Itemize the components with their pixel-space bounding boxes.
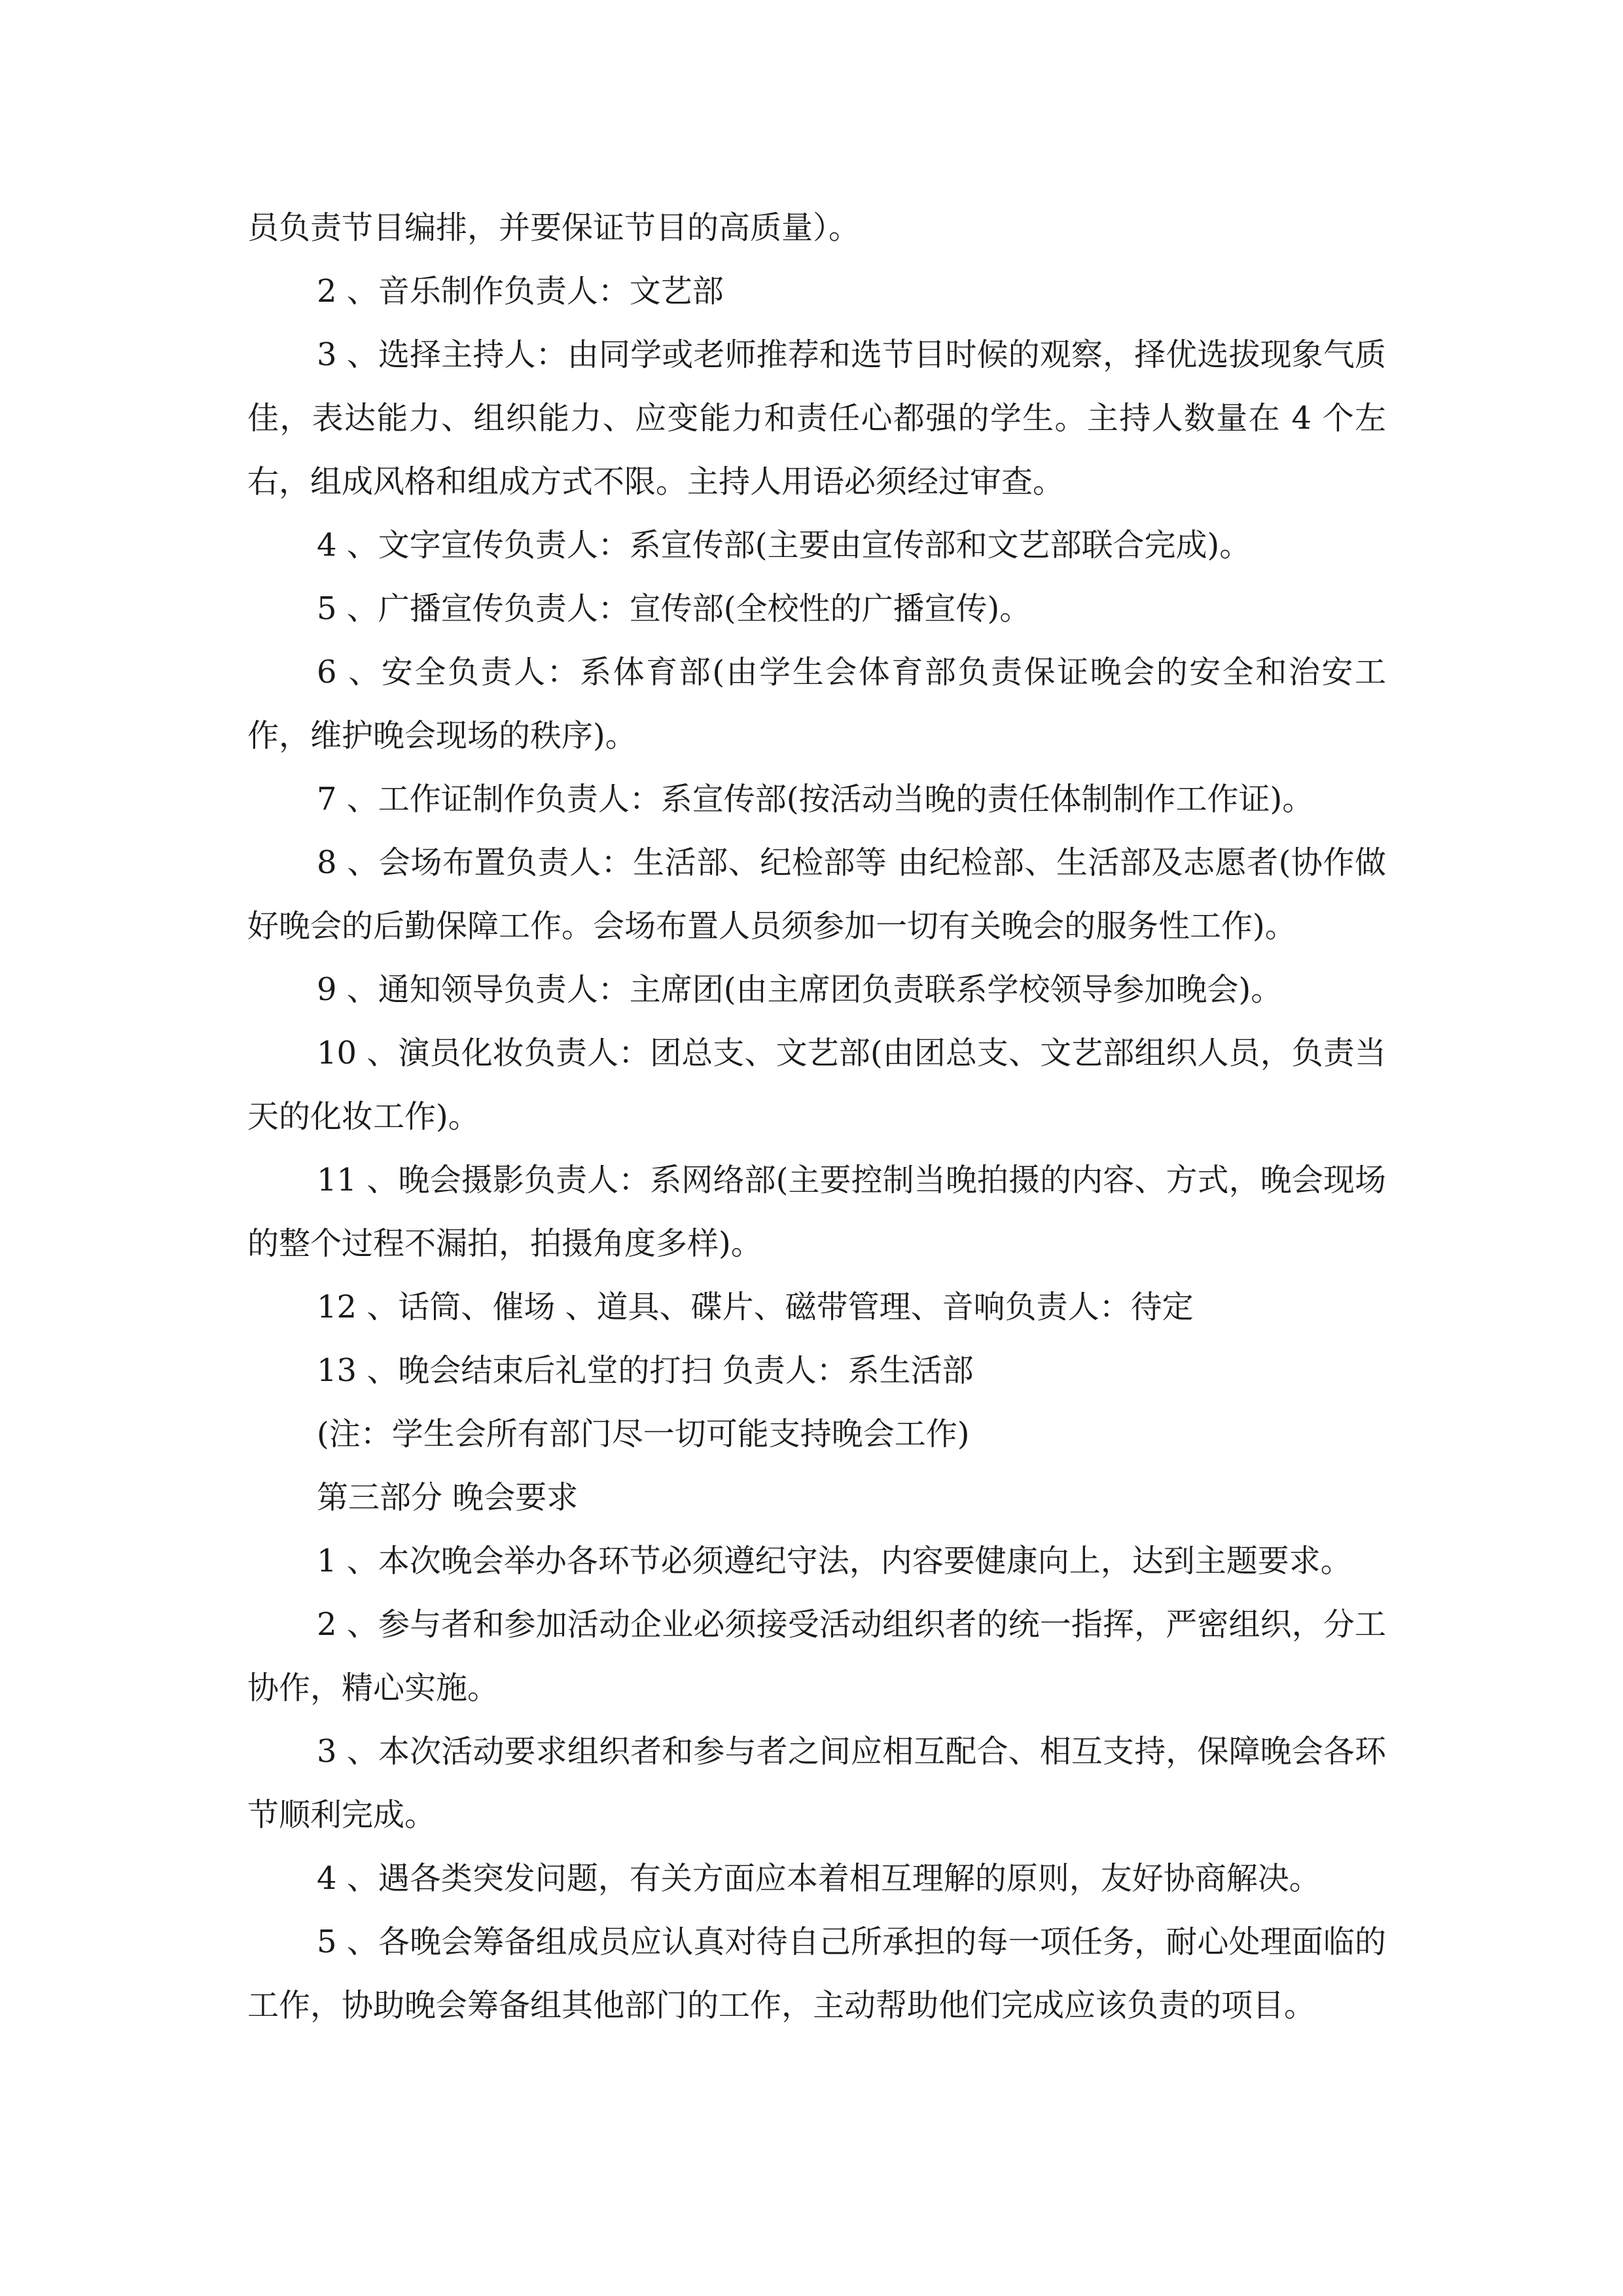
paragraph-item-7: 7 、工作证制作负责人：系宣传部(按活动当晚的责任体制制作工作证)。 <box>317 781 1314 817</box>
paragraph-item-11: 11 、晚会摄影负责人：系网络部(主要控制当晚拍摄的内容、方式，晚会现场的整个过程不漏拍，拍摄角度多样)。 <box>247 1162 1386 1262</box>
paragraph-item-10: 10 、演员化妆负责人：团总支、文艺部(由团总支、文艺部组织人员，负责当天的化妆工作)。 <box>247 1035 1386 1135</box>
paragraph-item-4: 4 、文字宣传负责人：系宣传部(主要由宣传部和文艺部联合完成)。 <box>317 527 1251 564</box>
requirement-item-3: 3 、本次活动要求组织者和参与者之间应相互配合、相互支持，保障晚会各环节顺利完成。 <box>247 1733 1386 1833</box>
paragraph-item-12: 12 、话筒、催场 、道具、碟片、磁带管理、音响负责人：待定 <box>317 1289 1194 1325</box>
paragraph-item-13: 13 、晚会结束后礼堂的打扫 负责人：系生活部 <box>317 1352 974 1389</box>
paragraph-item-9: 9 、通知领导负责人：主席团(由主席团负责联系学校领导参加晚会)。 <box>317 971 1283 1008</box>
paragraph-item-2: 2 、音乐制作负责人：文艺部 <box>317 273 724 310</box>
requirement-item-5: 5 、各晚会筹备组成员应认真对待自己所承担的每一项任务，耐心处理面临的工作，协助晚会筹备组其他部门的工作，主动帮助他们完成应该负责的项目。 <box>247 1924 1386 2024</box>
paragraph-item-6: 6 、安全负责人：系体育部(由学生会体育部负责保证晚会的安全和治安工作，维护晚会现场的秩序)。 <box>247 654 1386 754</box>
document-body <box>247 196 1386 2037</box>
requirement-item-2: 2 、参与者和参加活动企业必须接受活动组织者的统一指挥，严密组织，分工协作，精心实施。 <box>247 1606 1386 1706</box>
paragraph-continuation: 员负责节目编排，并要保证节目的高质量）。 <box>247 209 861 246</box>
paragraph-item-8: 8 、会场布置负责人：生活部、纪检部等 由纪检部、生活部及志愿者(协作做好晚会的后勤保障工作。会场布置人员须参加一切有关晚会的服务性工作)。 <box>247 844 1386 944</box>
requirement-item-4: 4 、遇各类突发问题，有关方面应本着相互理解的原则，友好协商解决。 <box>317 1860 1321 1897</box>
paragraph-item-5: 5 、广播宣传负责人：宣传部(全校性的广播宣传)。 <box>317 590 1031 627</box>
section-heading: 第三部分 晚会要求 <box>317 1479 579 1516</box>
paragraph-item-3: 3 、选择主持人：由同学或老师推荐和选节目时候的观察，择优选拔现象气质佳，表达能力、组织能力、应变能力和责任心都强的学生。主持人数量在 4 个左右，组成风格和组成方式不限。主持人用语必须经过审查。 <box>247 336 1386 500</box>
requirement-item-1: 1 、本次晚会举办各环节必须遵纪守法，内容要健康向上，达到主题要求。 <box>317 1543 1352 1579</box>
paragraph-note: (注：学生会所有部门尽一切可能支持晚会工作) <box>317 1416 970 1452</box>
